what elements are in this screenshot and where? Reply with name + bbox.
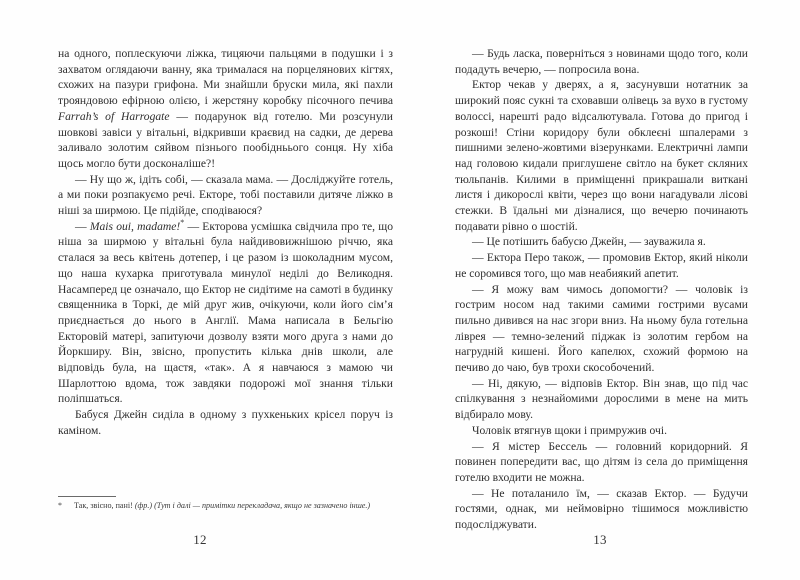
footnote-rule bbox=[58, 496, 116, 497]
text-run: Так, звісно, пані! bbox=[74, 501, 135, 510]
text-run: Бабуся Джейн сиділа в одному з пухкеньких крісел поруч із каміном. bbox=[58, 408, 393, 437]
text-run: — Будь ласка, поверніться з новинами щодо того, коли подадуть вечерю, — попросила вона. bbox=[455, 47, 748, 76]
text-run: — Ні, дякую, — відповів Ектор. Він знав, що під час спілкування з незнайомими дорослими в мене на мить відбирало мову. bbox=[455, 376, 748, 422]
paragraph bbox=[455, 250, 748, 281]
text-run: Чоловік втягнув щоки і примружив очі. bbox=[472, 423, 667, 437]
text-run: — Це потішить бабусю Джейн, — зауважила я. bbox=[472, 235, 706, 249]
paragraph bbox=[455, 46, 748, 77]
left-page-body bbox=[58, 46, 393, 439]
text-run: — Не поталанило їм, — сказав Ектор. — Будучи гостями, однак, ми неймовірно тішимося можливістю подосліджувати. bbox=[455, 486, 748, 532]
paragraph bbox=[455, 439, 748, 486]
text-run: — bbox=[75, 219, 90, 233]
footnote-text bbox=[74, 501, 388, 511]
text-run: — Ектора Перо також, — промовив Ектор, який ніколи не соромився того, що мав неабиякий апетит. bbox=[455, 251, 748, 280]
paragraph bbox=[455, 423, 748, 439]
paragraph bbox=[455, 77, 748, 234]
footnote-marker: * bbox=[58, 501, 62, 510]
italic-run: Mais oui, madame! bbox=[89, 219, 181, 233]
text-run: — Екторова усмішка свідчила про те, що ніша за ширмою у вітальні була найдивовижнішою річчю, яка сталася за весь квітень дотепер, і це разом із шоколадним мусом, що наша кухарка приготувала минулої неділі до Великодня. Насамперед це означало, що Ектор не сидітиме на самоті в будинку священника в Торкі, де мій друг жив, очікуючи, коли його сім’я приєднається до нього в Англії. Мама написала в Бельгію Екторовій матері, запитуючи дозволу взяти мого друга з нами до Йоркширу. Він, звісно, пропустить кілька днів школи, але відповідь була, на щастя, «так». А я навчаюся з мамою чи Шарлоттою вдома, тож завдяки подорожі мої знання тільки поліпшаться. bbox=[58, 219, 393, 406]
text-run: — подарунок від готелю. Ми розсунули шовкові завіси у вітальні, відкривши краєвид на садки, де дерева заливало золотим сяйвом пізнього пообідньього сонця. Ну хіба щось могло бути досконаліше?! bbox=[58, 109, 393, 170]
paragraph bbox=[455, 234, 748, 250]
text-run: — Я можу вам чимось допомогти? — чоловік із гострим носом над такими самими гострими вусами пильно дивився на нас згори вниз. На ньому була готельна ліврея — темно-зелений піджак із золотим гербом на нагрудній кишені. Його капелюх, схожий формою на печиво до чаю, був трохи скособочений. bbox=[455, 282, 748, 375]
italic-run: (фр.) bbox=[134, 501, 153, 510]
text-run: — Я містер Бессель — головний коридорний. Я повинен попередити вас, що дітям із села до приміщення готелю входити не можна. bbox=[455, 439, 748, 484]
page-number-left: 12 bbox=[193, 532, 207, 547]
italic-run: Farrah’s of Harrogate bbox=[58, 109, 170, 123]
paragraph bbox=[455, 282, 748, 376]
text-run: на одного, поплескуючи ліжка, тицяючи пальцями в подушки і з захватом оглядаючи ванну, яка трималася на порцелянових кігтях, схожих на пазури грифона. Ми знайшли бруски мила, які пахли трояндовою ефірною олією, і жерстяну коробку пісочного печива bbox=[58, 47, 393, 108]
right-page-body bbox=[455, 46, 748, 533]
text-run: — Ну що ж, ідіть собі, — сказала мама. — Досліджуйте готель, а ми поки розпакуємо речі. Екторе, тобі поставили дитяче ліжко в ніші за ширмою. Це підійде, сподіваюся? bbox=[58, 172, 393, 218]
page-right bbox=[400, 0, 800, 580]
text-run: Ектор чекав у дверях, а я, засунувши нотатник за широкий пояс сукні та сховавши олівець за вухо в густому волоссі, нарешті радо відсалютувала. Готова до пригод і розкоші! Стіни коридору були обклеєні шпалерами з пишними зелено-жовтими візерунками. Електричні лампи над головою кидали приглушене світло на букет скляних тюльпанів. Килими в приміщенні прикрашали виткані листя і дикорослі квіти, через що вони нагадували лісові стежки. В їдальні ми дізналися, що вечерю починають подавати рівно о шостій. bbox=[455, 78, 748, 233]
paragraph bbox=[455, 376, 748, 423]
paragraph bbox=[58, 46, 393, 172]
paragraph bbox=[455, 486, 748, 533]
footnote-area bbox=[58, 496, 388, 511]
page-number-right: 13 bbox=[593, 532, 607, 547]
paragraph bbox=[58, 407, 393, 438]
footnote bbox=[58, 501, 388, 511]
paragraph bbox=[58, 219, 393, 407]
paragraph bbox=[58, 172, 393, 219]
footnote-reference-marker: * bbox=[180, 217, 185, 227]
italic-run: (Тут і далі — примітки перекладача, якщо не зазначено інше.) bbox=[154, 501, 371, 510]
